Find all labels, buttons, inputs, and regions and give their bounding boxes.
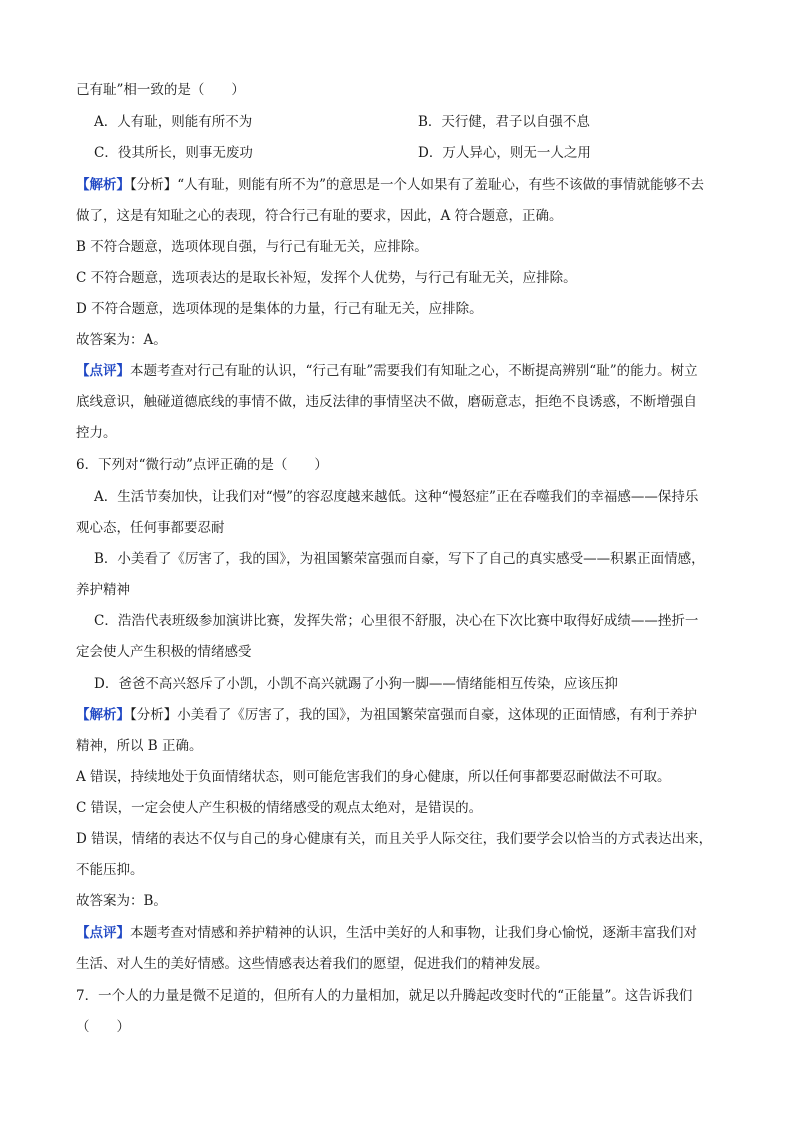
q6-analysis-text-1: 小美看了《厉害了，我的国》，为祖国繁荣富强而自豪，这体现的正面情感，有利于养护	[177, 707, 697, 723]
q5-comment-line-1	[76, 361, 698, 381]
fenxi-tag: 【分析】	[130, 707, 178, 723]
q5-analysis-line-1	[76, 175, 704, 195]
q5-option-b: B．天行健，君子以自强不息	[418, 114, 590, 130]
q6-option-a-line-2: 观心态，任何事都要忍耐	[76, 520, 225, 536]
q6-analysis-c: C 错误，一定会使人产生积极的情绪感受的观点太绝对，是错误的。	[76, 800, 483, 816]
q5-analysis-line-2: 做了，这是有知耻之心的表现，符合行己有耻的要求，因此，A 符合题意，正确。	[76, 208, 563, 224]
q5-comment-text-1: 本题考查对行己有耻的认识，“行己有耻”需要我们有知耻之心，不断提高辨别“耻”的能力。树立	[130, 363, 698, 379]
q5-analysis-d: D 不符合题意，选项体现的是集体的力量，行己有耻无关，应排除。	[76, 301, 483, 317]
q6-option-b-line-2: 养护精神	[76, 582, 130, 598]
q6-comment-line-2: 生活、对人生的美好情感。这些情感表达着我们的愿望，促进我们的精神发展。	[76, 956, 549, 972]
q6-answer: 故答案为：B。	[76, 893, 167, 909]
q6-stem: 6．下列对“微行动”点评正确的是（ ）	[76, 457, 328, 473]
q6-analysis-line-1	[76, 705, 697, 725]
q6-option-b-line-1: B．小美看了《厉害了，我的国》，为祖国繁荣富强而自豪，写下了自己的真实感受——积累正面情感，	[94, 551, 705, 567]
q5-comment-line-2: 底线意识，触碰道德底线的事情不做，违反法律的事情坚决不做，磨砺意志，拒绝不良诱惑，不断增强自	[76, 394, 697, 410]
q5-option-c: C．役其所长，则事无废功	[94, 145, 253, 161]
q5-option-d: D．万人异心，则无一人之用	[418, 145, 591, 161]
q6-option-d: D．爸爸不高兴怒斥了小凯，小凯不高兴就踢了小狗一脚——情绪能相互传染，应该压抑	[94, 676, 618, 692]
q6-comment-text-1: 本题考查对情感和养护精神的认识，生活中美好的人和事物，让我们身心愉悦，逐渐丰富我们对	[130, 925, 697, 941]
fenxi-tag: 【分析】	[130, 177, 178, 193]
q6-analysis-d-line-2: 不能压抑。	[76, 862, 144, 878]
q6-option-c-line-2: 定会使人产生积极的情绪感受	[76, 644, 252, 660]
q6-analysis-a: A 错误，持续地处于负面情绪状态，则可能危害我们的身心健康，所以任何事都要忍耐做法不可取。	[76, 769, 671, 785]
q6-comment-line-1	[76, 923, 697, 943]
q5-analysis-text-1: “人有耻，则能有所不为”的意思是一个人如果有了羞耻心，有些不该做的事情就能够不去	[177, 177, 705, 193]
q5-stem-tail: 己有耻”相一致的是（ ）	[76, 82, 245, 98]
q6-option-c-line-1: C．浩浩代表班级参加演讲比赛，发挥失常；心里很不舒服，决心在下次比赛中取得好成绩——挫折一	[94, 613, 699, 629]
q5-option-a: A．人有耻，则能有所不为	[94, 114, 253, 130]
q5-answer: 故答案为：A。	[76, 332, 167, 348]
q7-stem-line-1: 7．一个人的力量是微不足道的，但所有人的力量相加，就足以升腾起改变时代的“正能量”。这告诉我们	[76, 988, 693, 1004]
q5-analysis-b: B 不符合题意，选项体现自强，与行己有耻无关，应排除。	[76, 239, 428, 255]
q5-analysis-c: C 不符合题意，选项表达的是取长补短，发挥个人优势，与行己有耻无关，应排除。	[76, 270, 577, 286]
q6-analysis-line-2: 精神，所以 B 正确。	[76, 738, 203, 754]
jiexi-tag: 【解析】	[76, 177, 130, 193]
dianping-tag: 【点评】	[76, 363, 130, 379]
q7-stem-line-2: （ ）	[76, 1019, 130, 1035]
dianping-tag: 【点评】	[76, 925, 130, 941]
q6-analysis-d-line-1: D 错误，情绪的表达不仅与自己的身心健康有关，而且关乎人际交往，我们要学会以恰当的方式表达出来，	[76, 831, 713, 847]
q5-comment-line-3: 控力。	[76, 425, 117, 441]
jiexi-tag: 【解析】	[76, 707, 130, 723]
q6-option-a-line-1: A．生活节奏加快，让我们对“慢”的容忍度越来越低。这种“慢怒症”正在吞噬我们的幸福感——保持乐	[94, 489, 699, 505]
